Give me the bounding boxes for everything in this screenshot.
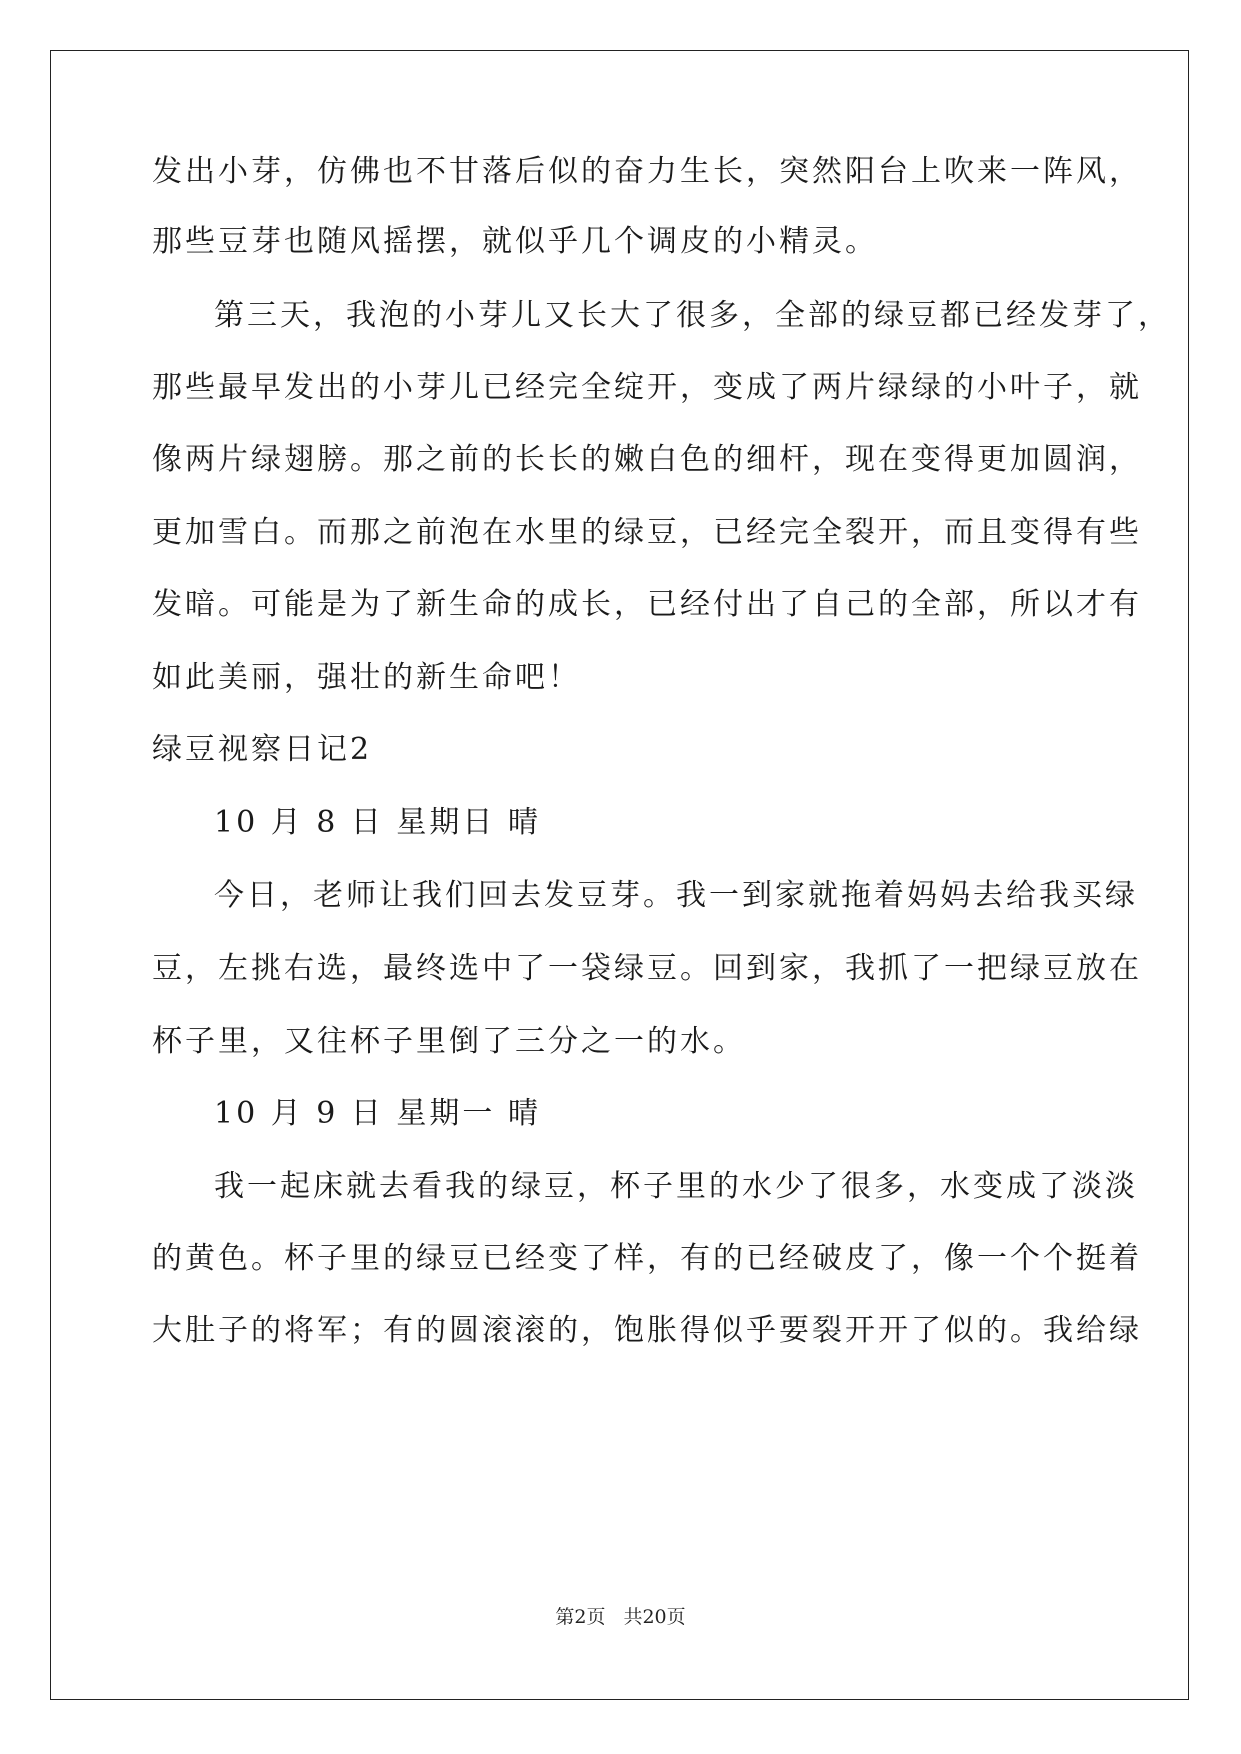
paragraph-line: 那些最早发出的小芽儿已经完全绽开，变成了两片绿绿的小叶子，就: [152, 370, 1142, 405]
paragraph-line: 今日，老师让我们回去发豆芽。我一到家就拖着妈妈去给我买绿: [214, 878, 1138, 913]
date-line: 10 月 8 日 星期日 晴: [214, 805, 541, 840]
paragraph-line: 大肚子的将军；有的圆滚滚的，饱胀得似乎要裂开开了似的。我给绿: [152, 1313, 1142, 1348]
paragraph-line: 豆，左挑右选，最终选中了一袋绿豆。回到家，我抓了一把绿豆放在: [152, 951, 1142, 986]
paragraph-line: 的黄色。杯子里的绿豆已经变了样，有的已经破皮了，像一个个挺着: [152, 1241, 1142, 1276]
section-heading: 绿豆视察日记2: [152, 732, 373, 767]
paragraph-line: 发暗。可能是为了新生命的成长，已经付出了自己的全部，所以才有: [152, 587, 1142, 622]
paragraph-line: 杯子里，又往杯子里倒了三分之一的水。: [152, 1024, 746, 1059]
paragraph-line: 那些豆芽也随风摇摆，就似乎几个调皮的小精灵。: [152, 224, 878, 259]
page-total: 共20页: [623, 1606, 686, 1628]
paragraph-line: 如此美丽，强壮的新生命吧！: [152, 660, 581, 695]
date-line: 10 月 9 日 星期一 晴: [214, 1096, 541, 1131]
page-footer: [0, 1602, 1241, 1629]
paragraph-line: 发出小芽，仿佛也不甘落后似的奋力生长，突然阳台上吹来一阵风，: [152, 154, 1142, 189]
paragraph-line: 第三天，我泡的小芽儿又长大了很多，全部的绿豆都已经发芽了，: [214, 298, 1171, 333]
page-number: 第2页: [555, 1606, 606, 1628]
paragraph-line: 更加雪白。而那之前泡在水里的绿豆，已经完全裂开，而且变得有些: [152, 515, 1142, 550]
paragraph-line: 我一起床就去看我的绿豆，杯子里的水少了很多，水变成了淡淡: [214, 1169, 1138, 1204]
paragraph-line: 像两片绿翅膀。那之前的长长的嫩白色的细杆，现在变得更加圆润，: [152, 442, 1142, 477]
